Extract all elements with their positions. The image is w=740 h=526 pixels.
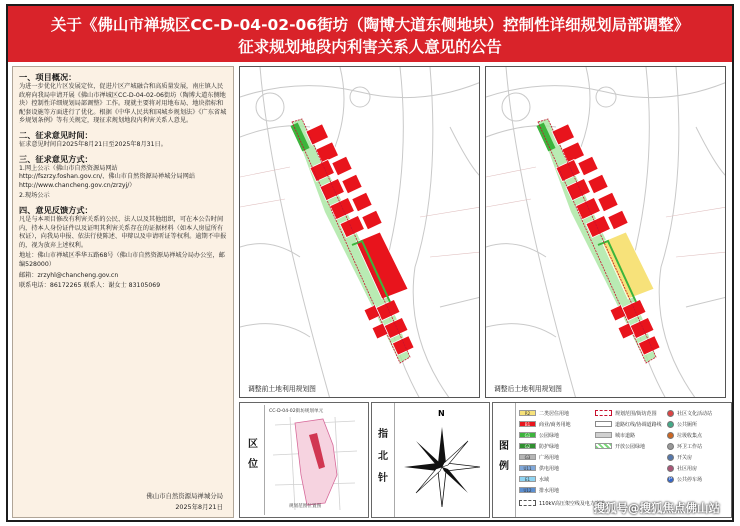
legend-swatch [595, 410, 612, 416]
legend-swatch: R2 [519, 410, 536, 416]
legend-item-u12 [519, 486, 559, 494]
location-map-caption: 规划范围位置图 [289, 504, 322, 509]
legend-text: 城市道路 [615, 432, 636, 439]
section-overview-title: 一、项目概况： [19, 72, 77, 82]
map-after-label: 调整后土地利用规划图 [494, 385, 562, 393]
legend-text: 开放公园绿地 [615, 443, 646, 450]
legend-item-park [595, 442, 645, 450]
legend-label-1: 图 [499, 441, 509, 452]
legend-text: 公园绿地 [539, 432, 560, 439]
legend-swatch: G3 [519, 454, 536, 460]
legend-item-u11 [519, 464, 559, 472]
section-period-body: 征求意见时间自2025年8月21日至2025年8月31日。 [19, 140, 167, 148]
legend-text: 环卫工作站 [677, 443, 703, 450]
legend-swatch: U12 [519, 487, 536, 493]
legend-text: 110kV高压架空线及电力廊道 [539, 500, 605, 507]
legend-swatch: E1 [519, 476, 536, 482]
legend-swatch [519, 500, 536, 506]
legend-text: 公共停车场 [677, 476, 703, 483]
north-letter: N [438, 409, 445, 418]
legend-item-g2 [519, 442, 559, 450]
section-feedback-title: 四、意见反馈方式： [19, 204, 93, 215]
compass-icon [402, 419, 482, 509]
legend-text: 开关房 [677, 454, 693, 461]
legend-item-parking [667, 475, 702, 483]
map-before-canvas [240, 67, 480, 398]
sanitation-icon [667, 443, 674, 450]
legend-item-g1 [519, 431, 559, 439]
legend-item-culture [667, 409, 712, 417]
legend-item-community [667, 464, 697, 472]
legend-swatch [595, 432, 612, 438]
section-period-title: 二、征求意见时间： [19, 129, 93, 140]
contact-phone: 联系电话：86172265 联系人：谢女士 83105069 [19, 282, 161, 290]
legend-item-sanitation [667, 442, 702, 450]
north-label-1: 指 [378, 429, 388, 440]
legend-item-redline [595, 420, 662, 428]
legend-text: 社区用房 [677, 465, 698, 472]
legend-item-powerline [519, 499, 605, 507]
north-divider [394, 403, 395, 517]
location-label-1: 区 [248, 439, 258, 450]
poster-frame [6, 4, 734, 522]
legend-divider [515, 403, 516, 517]
section-feedback-body: 凡是与本项目修改有利害关系的公民、法人以及其他组织，可在本公告时间内，持本人身份证件以及证明其利害关系存在的证据材料（如本人房屋所有权证），向我局申报、依法行使陈述、申辩以及申请听证等权利。逾期不申报的，视为放弃上述权利。 [19, 215, 227, 249]
legend-text: 供电用地 [539, 465, 560, 472]
section-method-title: 三、征求意见方式： [19, 153, 93, 164]
legend-text: 规划范围/街坊范围 [615, 410, 657, 417]
notice-panel [12, 66, 234, 518]
method-online: 1.网上公示（佛山市自然资源局网站 [19, 164, 118, 172]
legend-swatch: B1 [519, 421, 536, 427]
legend-text: 广场用地 [539, 454, 560, 461]
parking-icon: P [667, 476, 674, 483]
community-icon [667, 465, 674, 472]
location-map [264, 405, 364, 515]
legend-label-2: 例 [499, 461, 509, 472]
method-url-1[interactable]: http://fszrzy.foshan.gov.cn/、佛山市自然资源局禅城分局网站 [19, 173, 196, 181]
method-onsite: 2.现场公示 [19, 192, 50, 200]
legend-swatch: G1 [519, 432, 536, 438]
legend-text: 水域 [539, 476, 550, 483]
location-panel [239, 402, 369, 518]
map-after-canvas [486, 67, 726, 398]
legend-text: 防护绿地 [539, 443, 560, 450]
title-line-2: 征求规划地段内利害关系人意见的公告 [238, 38, 502, 56]
switch-room-icon [667, 454, 674, 461]
notice-date: 2025年8月21日 [175, 503, 223, 512]
legend-text: 垃圾收集点 [677, 432, 703, 439]
north-panel [371, 402, 490, 518]
legend-item-road [595, 431, 635, 439]
title-line-1: 关于《佛山市禅城区CC-D-04-02-06街坊（陶博大道东侧地块）控制性详细规划局部调整》 [50, 16, 690, 34]
culture-icon [667, 410, 674, 417]
contact-address: 地址：佛山市禅城区季华五路68号（佛山市自然资源局禅城分局办公室，邮编528000） [19, 252, 225, 268]
legend-item-switch [667, 453, 692, 461]
legend-item-toilet [667, 420, 697, 428]
location-label-2: 位 [248, 459, 258, 470]
legend-swatch [595, 421, 612, 427]
garbage-icon [667, 432, 674, 439]
location-map-title: CC-D-04-02街坊规划单元 [269, 409, 324, 414]
map-after [485, 66, 726, 398]
map-before-label: 调整前土地利用规划图 [248, 385, 316, 393]
legend-text: 二类居住用地 [539, 410, 570, 417]
legend-text: 社区文化活动站 [677, 410, 713, 417]
legend-item-r2 [519, 409, 569, 417]
legend-swatch [595, 443, 612, 449]
map-before [239, 66, 480, 398]
legend-text: 公共厕所 [677, 421, 698, 428]
legend-swatch: U11 [519, 465, 536, 471]
north-label-3: 针 [378, 473, 388, 484]
north-label-2: 北 [378, 451, 388, 462]
legend-text: 商业/商务用地 [539, 421, 571, 428]
legend-item-boundary [595, 409, 657, 417]
location-map-canvas [265, 405, 365, 515]
watermark: 搜狐号@搜狐焦点佛山站 [593, 501, 720, 515]
section-overview-body: 为进一步优化片区发展定位，促进片区产城融合和高质量发展，南庄镇人民政府向我局申请开展《佛山市禅城区CC-D-04-02-06街坊（陶博大道东侧地块）控制性详细规划局部调整》工作。现就主要将对用地布局、地块指标和配套设施等方面进行了优化。根据《中华人民共和国城乡规划法》《广东省城乡规划条例》等有关规定，现征求规划地段内利害关系人意见。 [19, 83, 227, 125]
legend-item-g3 [519, 453, 559, 461]
contact-email[interactable]: 邮箱：zrzyhl@chancheng.gov.cn [19, 271, 119, 279]
signer: 佛山市自然资源局禅城分局 [146, 492, 223, 501]
legend-item-e1 [519, 475, 549, 483]
legend-item-b1 [519, 420, 571, 428]
toilet-icon [667, 421, 674, 428]
title-banner [8, 6, 732, 62]
legend-swatch: G2 [519, 443, 536, 449]
legend-text: 道路红线/协调道路线 [615, 421, 662, 428]
legend-item-garbage [667, 431, 702, 439]
legend-text: 排水用地 [539, 487, 560, 494]
method-url-2[interactable]: http://www.chancheng.gov.cn/zrzyj/） [19, 181, 136, 189]
